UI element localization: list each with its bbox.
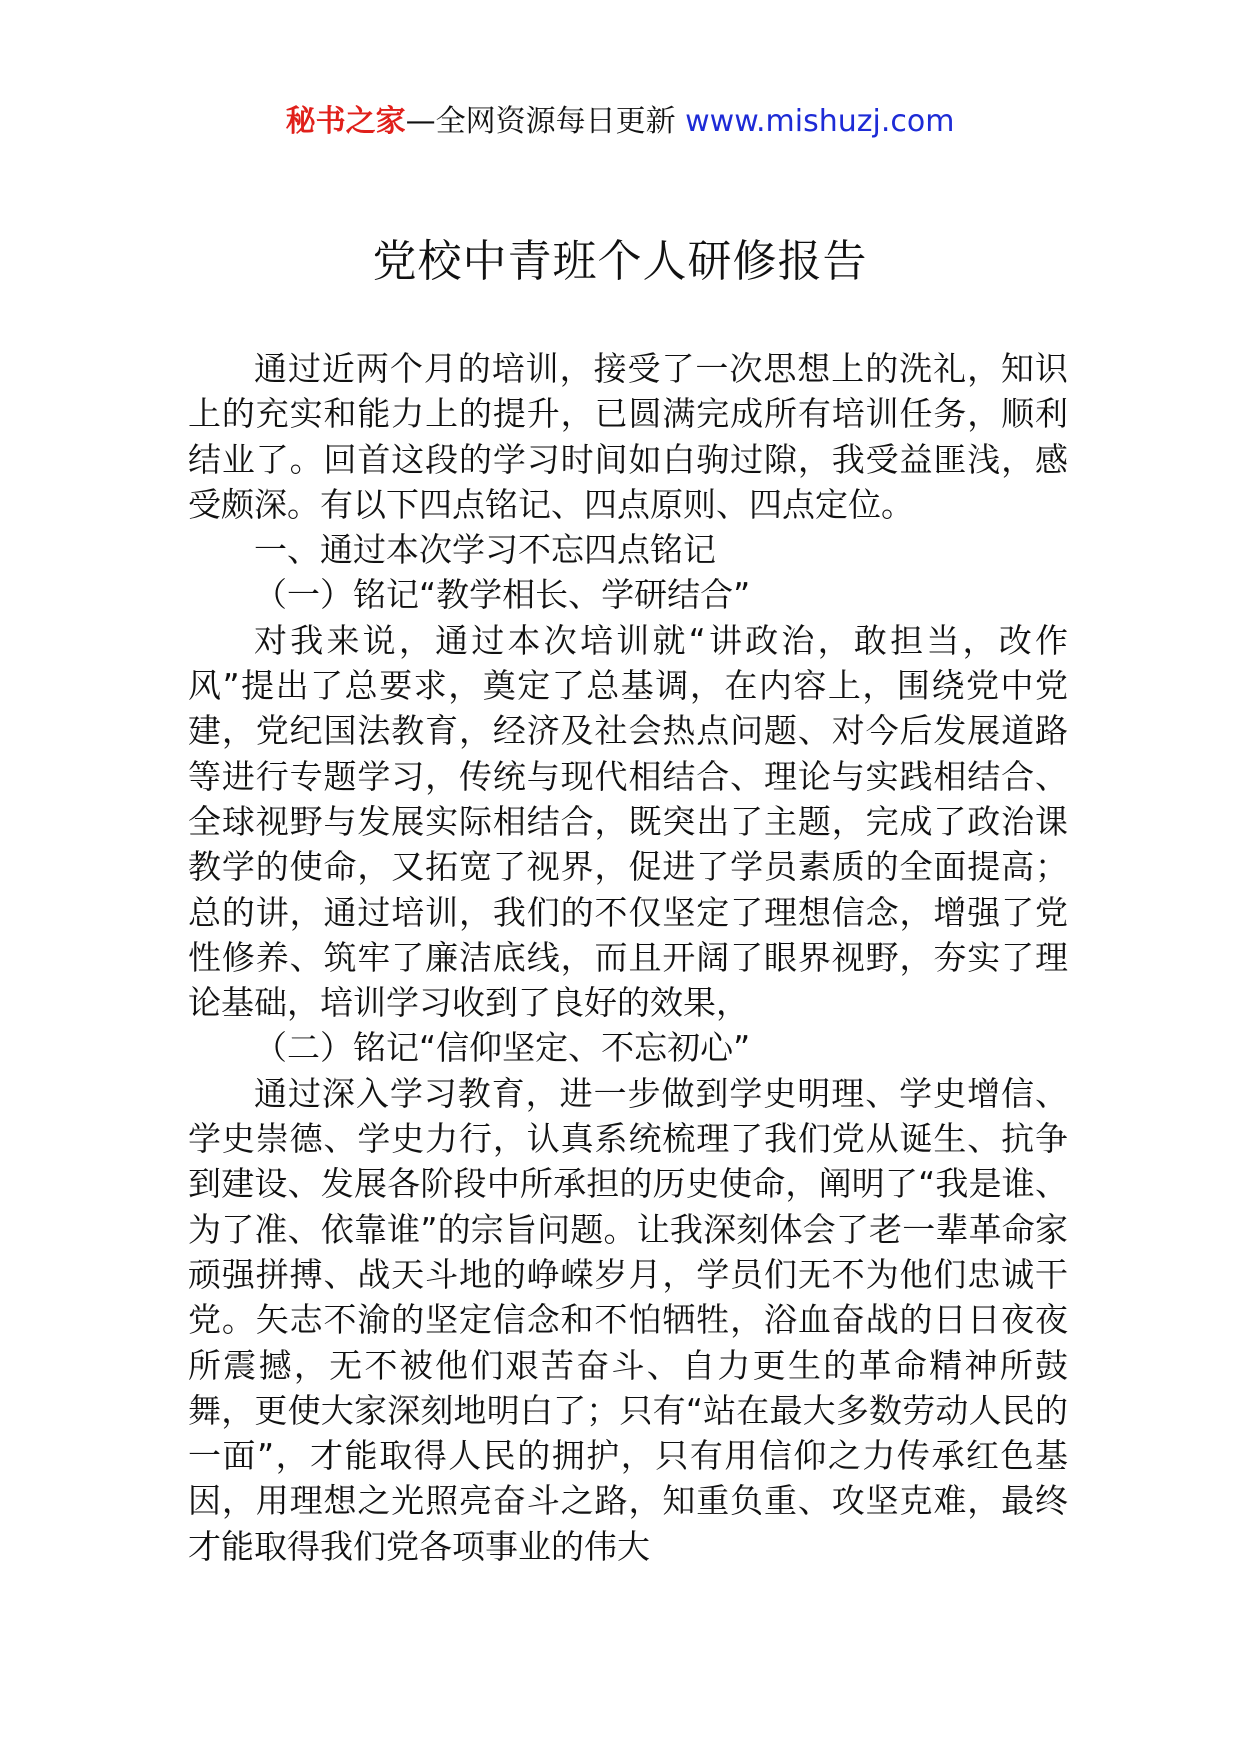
subsection-heading-2: （二）铭记“信仰坚定、不忘初心”	[254, 1028, 751, 1068]
document-body	[188, 346, 1068, 1569]
body-paragraph-2: 通过深入学习教育，进一步做到学史明理、学史增信、学史崇德、学史力行，认真系统梳理了我们党从诞生、抗争到建设、发展各阶段中所承担的历史使命，阐明了“我是谁、为了准、依靠谁”的宗旨问题。让我深刻体会了老一辈革命家顽强拼搏、战天斗地的峥嵘岁月，学员们无不为他们忠诚干党。矢志不渝的坚定信念和不怕牺牲，浴血奋战的日日夜夜所震撼，无不被他们艰苦奋斗、自力更生的革命精神所鼓舞，更使大家深刻地明白了；只有“站在最大多数劳动人民的一面”，才能取得人民的拥护，只有用信仰之力传承红色基因，用理想之光照亮奋斗之路，知重负重、攻坚克难，最终才能取得我们党各项事业的伟大	[188, 1073, 1068, 1566]
site-url-link[interactable]: www.mishuzj.com	[685, 104, 955, 139]
section-heading-1: 一、通过本次学习不忘四点铭记	[254, 530, 716, 570]
site-banner	[0, 100, 1240, 144]
intro-paragraph: 通过近两个月的培训，接受了一次思想上的洗礼，知识上的充实和能力上的提升，已圆满完成所有培训任务，顺利结业了。回首这段的学习时间如白驹过隙，我受益匪浅，感受颇深。有以下四点铭记、四点原则、四点定位。	[188, 349, 1068, 524]
body-paragraph-1: 对我来说，通过本次培训就“讲政治，敢担当，改作风”提出了总要求，奠定了总基调，在内容上，围绕党中党建，党纪国法教育，经济及社会热点问题、对今后发展道路等进行专题学习，传统与现代相结合、理论与实践相结合、全球视野与发展实际相结合，既突出了主题，完成了政治课教学的使命，又拓宽了视界，促进了学员素质的全面提高；总的讲，通过培训，我们的不仅坚定了理想信念，增强了党性修养、筑牢了廉洁底线，而且开阔了眼界视野，夯实了理论基础，培训学习收到了良好的效果，	[188, 620, 1068, 1023]
site-slogan: —全网资源每日更新	[405, 104, 676, 139]
document-title: 党校中青班个人研修报告	[372, 236, 868, 287]
subsection-heading-1: （一）铭记“教学相长、学研结合”	[254, 575, 751, 615]
site-brand: 秘书之家	[285, 104, 406, 139]
